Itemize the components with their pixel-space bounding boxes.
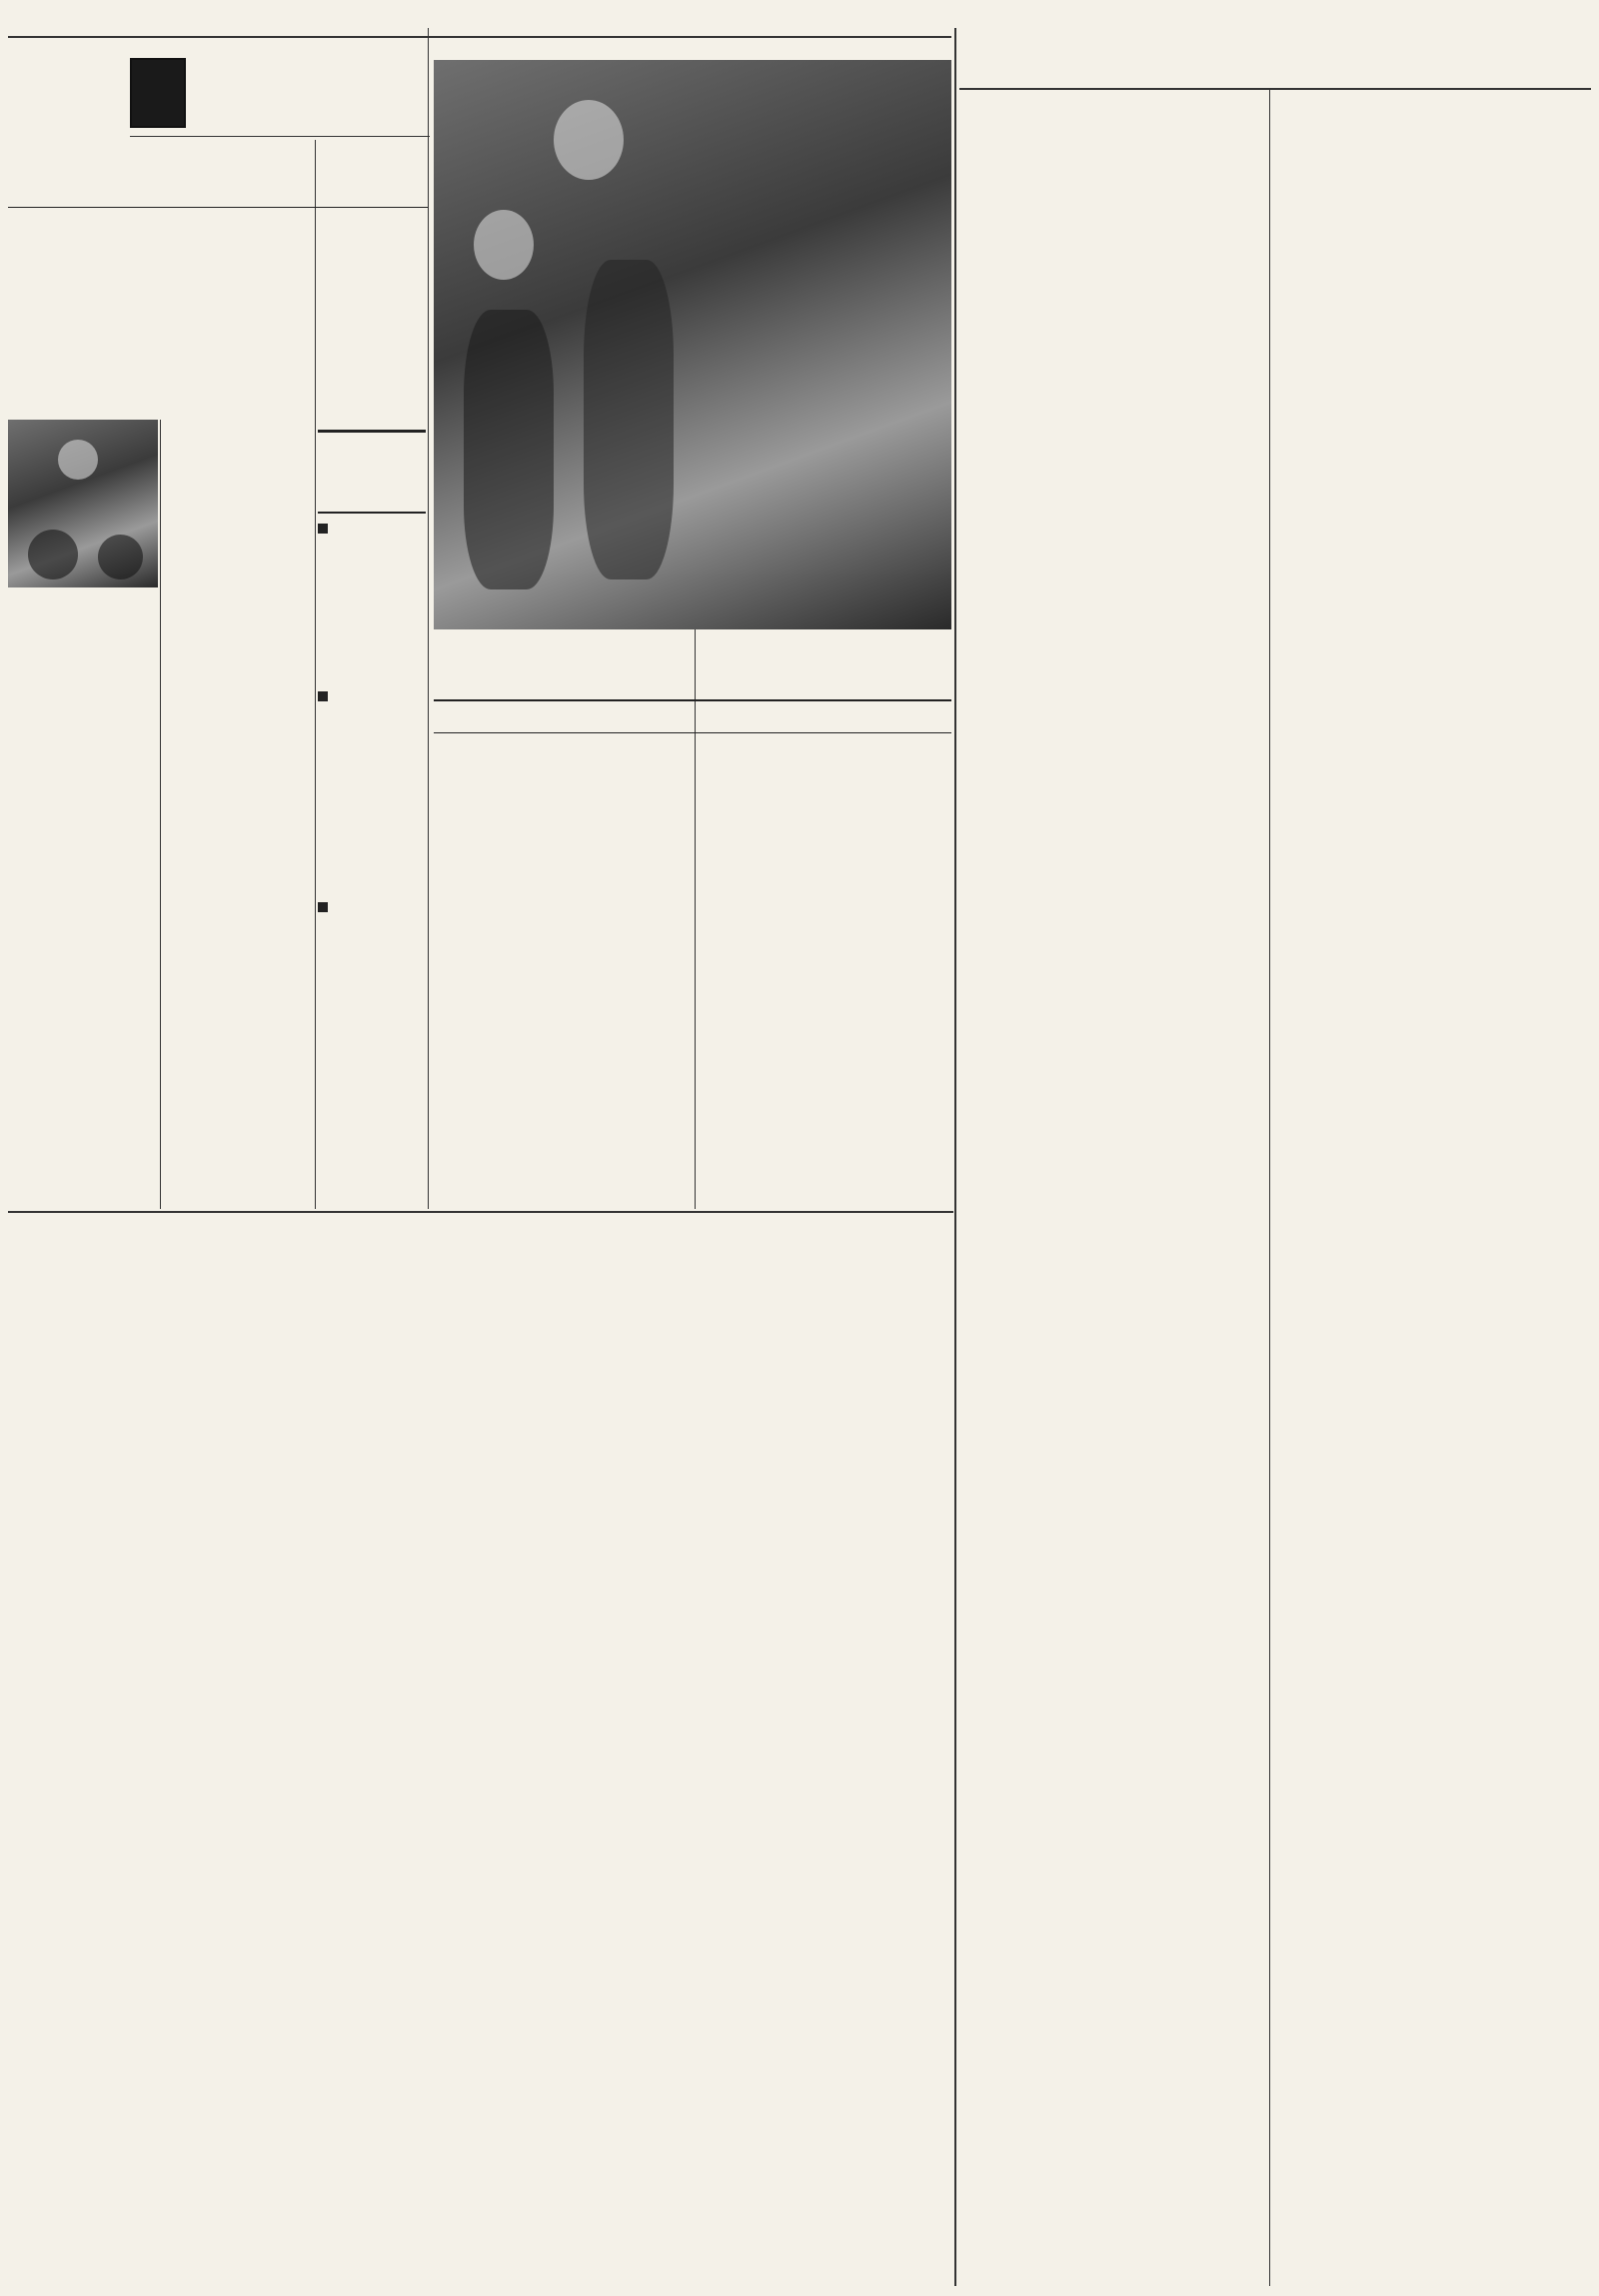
city-filadelfeia (318, 901, 426, 917)
headline-ypnos-2 (8, 178, 428, 208)
photo-caption-right (698, 635, 949, 691)
col-rule-6 (1269, 90, 1270, 2286)
subhead-nafplio (434, 737, 951, 763)
sub-ekthesi-b (166, 903, 312, 933)
section-logo-ores (192, 100, 302, 136)
masthead-date (448, 20, 568, 34)
city-chaidari (318, 689, 426, 705)
subhead-thoryvoi (8, 214, 428, 236)
article-col2-body-top (166, 420, 312, 651)
photo-cyclist-caption (8, 591, 158, 687)
masthead-paper (8, 22, 128, 36)
masthead-almanac (572, 21, 951, 34)
photo-romanian-visit (434, 60, 951, 629)
masthead-phone (8, 44, 128, 56)
col-rule-3 (428, 28, 429, 1209)
theamata-rule (959, 88, 1591, 90)
logo-underline (130, 136, 430, 137)
masthead-rule (8, 36, 951, 38)
article-heraklion-body (320, 544, 424, 683)
article-tafos-body (961, 240, 1261, 458)
section-logo-24 (130, 58, 186, 128)
article-nafplio-col-2 (698, 769, 951, 1193)
col-rule-5 (954, 28, 956, 2286)
col-rule-2 (315, 140, 316, 1209)
col3-signature (320, 410, 424, 422)
sub-ekthesi (166, 883, 312, 899)
article-ekthesi-body (166, 937, 312, 1207)
sub-ekdilosi-b (8, 711, 158, 741)
sub-synedrio-b (166, 681, 312, 723)
headline-nafplio (434, 699, 951, 733)
article-nafplio-col-1 (434, 769, 686, 1205)
article-chaidari-body (320, 711, 424, 895)
headline-tafos (961, 96, 1261, 236)
photo-cyclist (8, 420, 158, 587)
article-synedrio-body (166, 729, 312, 879)
sub-ekdilosi (8, 691, 158, 707)
headline-ypnos-1 (8, 146, 428, 176)
photo-caption-left (434, 635, 686, 691)
box-afetiries (318, 430, 426, 514)
article-col3-body-top (320, 248, 424, 408)
afetiries-title-2 (318, 432, 426, 433)
sub-synedrio (166, 659, 312, 679)
col-rule-1 (160, 420, 161, 1209)
theamata-title (961, 38, 1581, 86)
col2-signature (166, 629, 312, 641)
middle-rule (8, 1211, 953, 1213)
article-filadelfeia-body (320, 923, 424, 1207)
city-heraklion (318, 522, 426, 538)
article-ypnos-body-1 (8, 242, 308, 414)
nafplio-signature (698, 1193, 947, 1207)
article-ekdilosi-body (8, 745, 158, 1205)
